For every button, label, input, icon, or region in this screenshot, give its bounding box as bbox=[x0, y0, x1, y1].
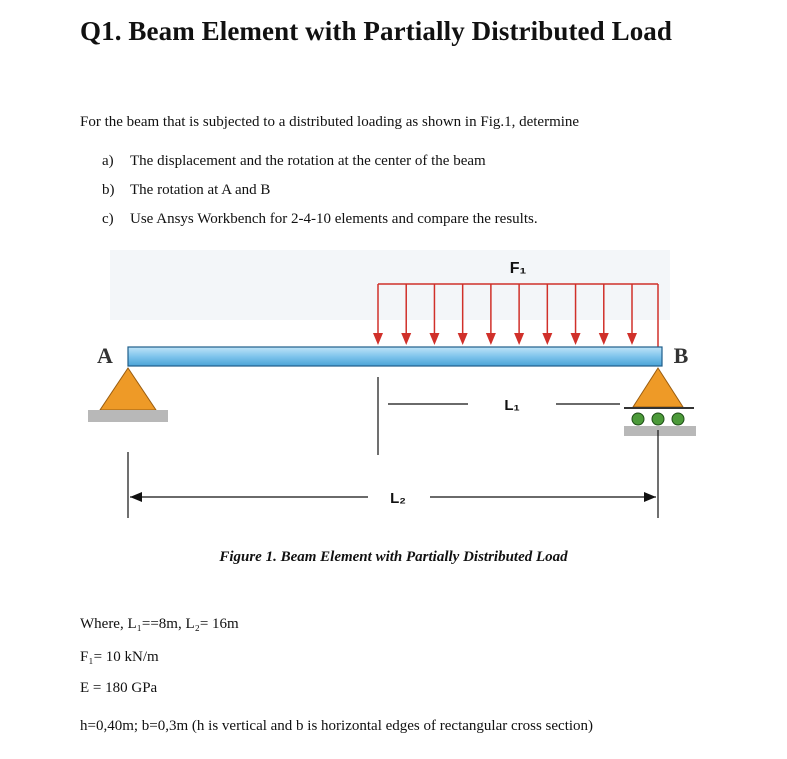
roller-wheel-3 bbox=[672, 413, 684, 425]
support-a-label: A bbox=[97, 343, 113, 368]
task-c-label: c) bbox=[102, 211, 114, 227]
given-lengths: Where, L₁==8m, L₂= 16m bbox=[80, 616, 239, 632]
task-c-text: Use Ansys Workbench for 2-4-10 elements and compare the results. bbox=[130, 211, 538, 227]
task-a-label: a) bbox=[102, 153, 114, 169]
given-section: h=0,40m; b=0,3m (h is vertical and b is horizontal edges of rectangular cross section) bbox=[80, 718, 594, 734]
roller-wheel-2 bbox=[652, 413, 664, 425]
page-title: Q1. Beam Element with Partially Distributed Load bbox=[80, 16, 673, 46]
roller-support-b bbox=[633, 368, 683, 407]
task-b-text: The rotation at A and B bbox=[130, 182, 271, 198]
task-c bbox=[102, 211, 538, 228]
problem-intro: For the beam that is subjected to a distributed loading as shown in Fig.1, determine bbox=[80, 114, 580, 130]
load-arrow-head bbox=[627, 333, 637, 345]
beam bbox=[128, 347, 662, 366]
ground-a bbox=[88, 410, 168, 422]
length-l1-label: L₁ bbox=[504, 397, 520, 414]
length-l2-label: L₂ bbox=[390, 490, 406, 507]
l2-arrowhead-left bbox=[130, 492, 142, 502]
load-arrow-head bbox=[429, 333, 439, 345]
figure-caption: Figure 1. Beam Element with Partially Distributed Load bbox=[219, 549, 568, 565]
load-arrow-head bbox=[486, 333, 496, 345]
load-arrow-head bbox=[599, 333, 609, 345]
load-label: F₁ bbox=[509, 260, 527, 277]
task-a bbox=[102, 153, 486, 170]
pin-support-a bbox=[100, 368, 156, 410]
given-modulus: E = 180 GPa bbox=[80, 680, 158, 696]
load-arrow-head bbox=[571, 333, 581, 345]
load-arrow-head bbox=[542, 333, 552, 345]
beam-figure bbox=[80, 245, 710, 530]
load-arrow-head bbox=[401, 333, 411, 345]
given-load: F₁= 10 kN/m bbox=[80, 649, 159, 665]
task-b bbox=[102, 182, 270, 199]
figure-background bbox=[110, 250, 670, 320]
l2-arrowhead-right bbox=[644, 492, 656, 502]
load-arrow-head bbox=[514, 333, 524, 345]
roller-wheel-1 bbox=[632, 413, 644, 425]
support-b-label: B bbox=[673, 343, 689, 368]
load-arrow-head bbox=[458, 333, 468, 345]
task-a-text: The displacement and the rotation at the center of the beam bbox=[130, 153, 486, 169]
load-arrow-head bbox=[373, 333, 383, 345]
ground-b bbox=[624, 426, 696, 436]
task-b-label: b) bbox=[102, 182, 115, 198]
